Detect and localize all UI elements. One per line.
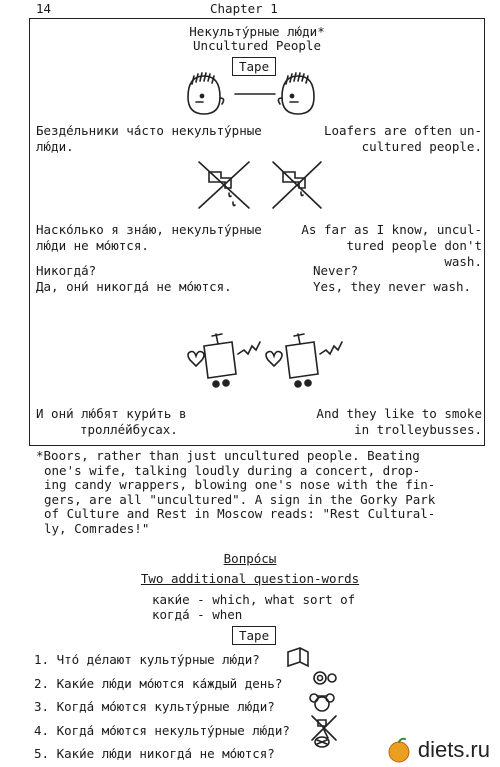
- row2-ru: Наско́лько я зна́ю, некульту́рные лю́ди не мо́ются.: [36, 222, 262, 253]
- head-right-drawing: [278, 73, 314, 114]
- row1-en: Loafers are often un- cultured people.: [323, 123, 482, 154]
- character-right-drawing: [286, 334, 342, 387]
- tape-label: Tape: [232, 57, 276, 76]
- watermark: diets.ru: [386, 736, 490, 763]
- questions-title: Вопро́сы: [223, 551, 277, 566]
- footnote: *Boors, rather than just uncultured people. Beating one's wife, talking loudly during a concert, drop- ing candy wrappers, blowing one's nose with the fin- gers, are all "uncultured". A sign in the Gorky Park of Culture and Rest in Moscow reads: "Rest Cultural- ly, Comrades!": [36, 448, 436, 536]
- character-left-drawing: [204, 334, 260, 387]
- row4-ru: И они́ лю́бят кури́ть в троллé́йбусах.: [36, 406, 187, 437]
- crossed-faucets-illustration: [195, 158, 325, 218]
- box-title-ru: Некульту́рные лю́ди*: [189, 24, 325, 39]
- two-faces-icon: [310, 694, 334, 711]
- chapter-label: Chapter 1: [210, 1, 278, 16]
- smoking-characters-illustration: [182, 332, 362, 394]
- question-words: каки́е - which, what sort of когда́ - when: [152, 592, 356, 622]
- box-title-en: Uncultured People: [193, 38, 321, 53]
- row3-ru: Никогда́? Да, они́ никогда́ не мо́ются.: [36, 263, 232, 294]
- head-left-drawing: [188, 73, 224, 114]
- heart-right-icon: [266, 352, 282, 367]
- heart-left-icon: [188, 352, 204, 367]
- wash-face-icon: [314, 672, 336, 684]
- book-icon: [288, 648, 308, 666]
- question-1: 1. Что́ де́лают культу́рные лю́ди?: [34, 652, 260, 667]
- two-heads-illustration: [180, 72, 330, 122]
- row1-ru: Безде́льники ча́сто некульту́рные лю́ди.: [36, 123, 262, 154]
- row3-en: Never? Yes, they never wash.: [313, 263, 472, 294]
- faucet-right-drawing: [273, 162, 321, 208]
- question-5: 5. Каки́е лю́ди никогда́ не мо́ются?: [34, 746, 275, 761]
- question-3: 3. Когда́ мо́ются культу́рные лю́ди?: [34, 699, 275, 714]
- apple-logo-icon: [386, 737, 412, 763]
- question-icons: [286, 646, 366, 762]
- row2-en: As far as I know, uncul- tured people don't wash.: [301, 222, 482, 269]
- faucet-left-drawing: [199, 162, 249, 208]
- page-number: 14: [36, 1, 52, 16]
- row4-en: And they like to smoke in trolleybusses.: [316, 406, 482, 437]
- question-2: 2. Каки́е лю́ди мо́ются ка́ждый день?: [34, 675, 283, 691]
- questions-subtitle: Two additional question-words: [140, 571, 360, 586]
- tape-label-questions: Tape: [232, 626, 276, 645]
- question-4: 4. Когда́ мо́ются некульту́рные лю́ди?: [34, 722, 290, 738]
- basin-icon: [315, 737, 329, 747]
- question-list: [34, 648, 290, 766]
